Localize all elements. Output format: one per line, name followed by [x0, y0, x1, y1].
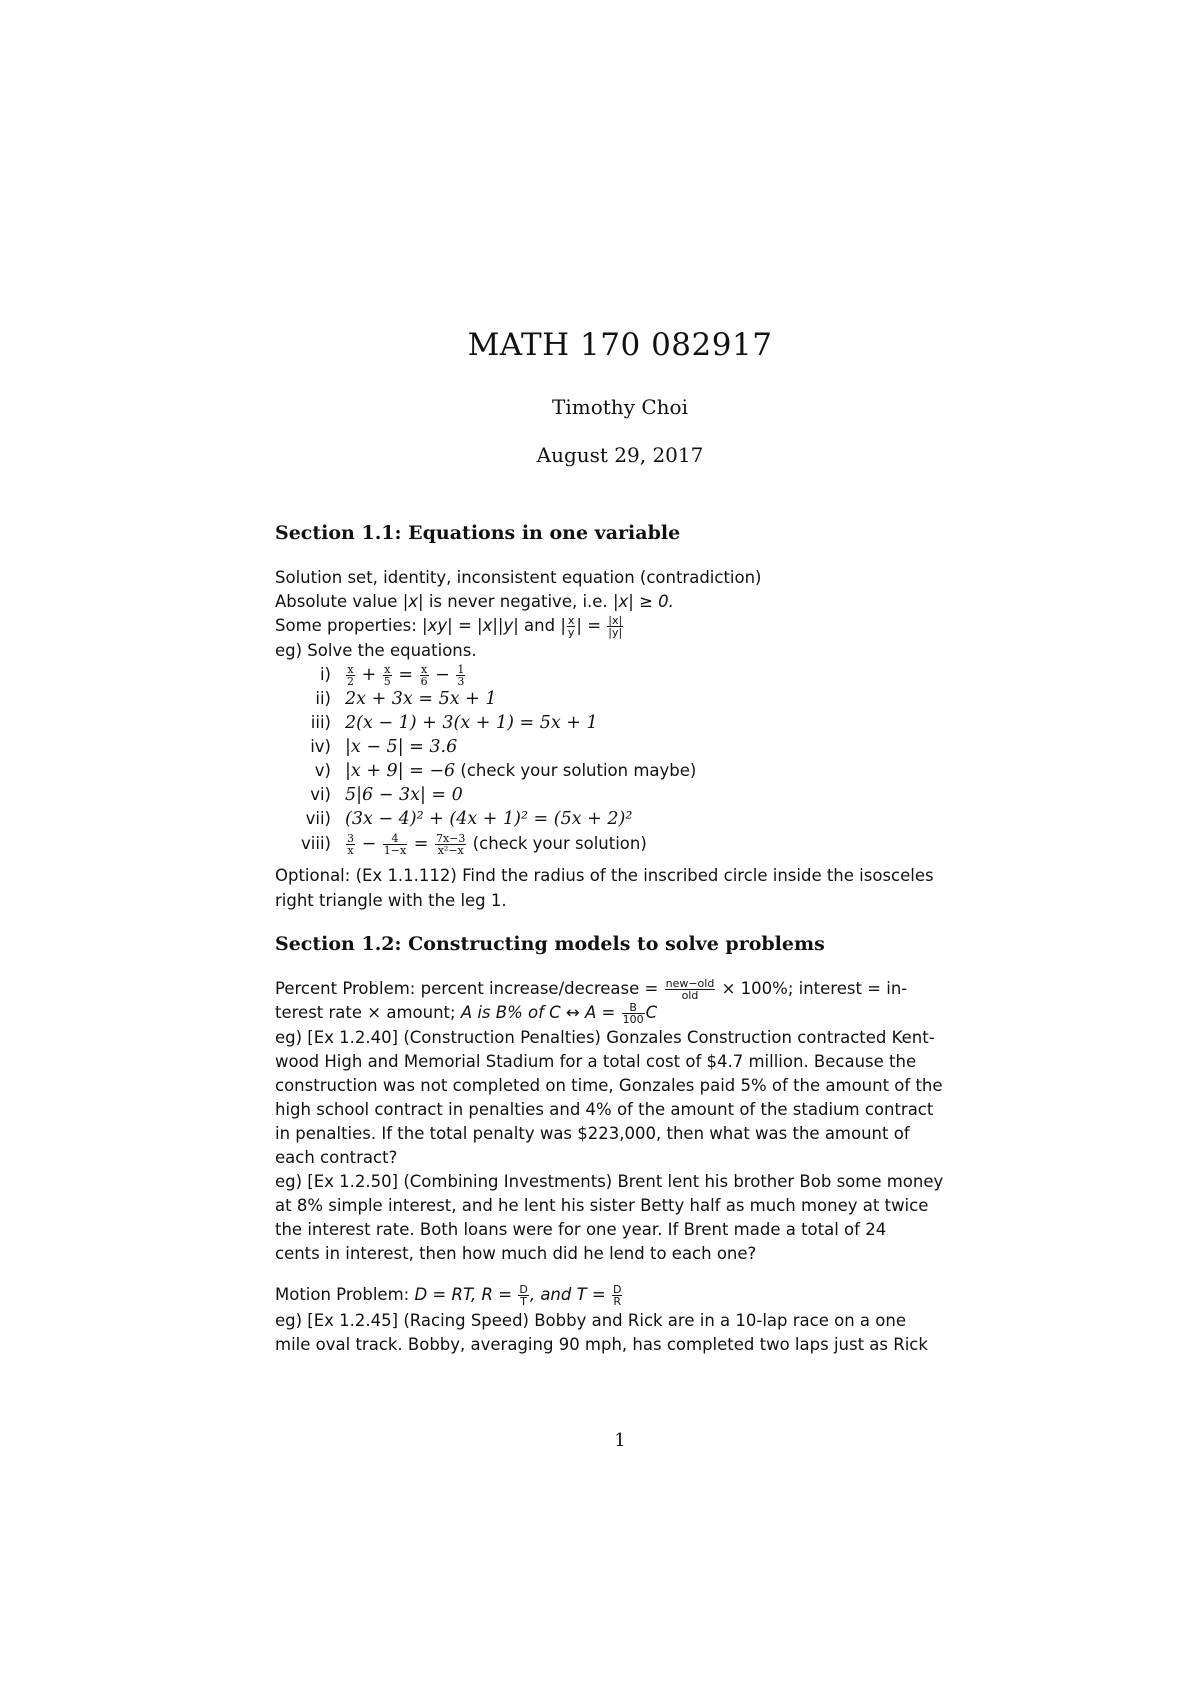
- frac-num: |x|: [608, 614, 623, 627]
- section-1-1-heading: Section 1.1: Equations in one variable: [275, 522, 681, 544]
- text: terest rate × amount;: [275, 1003, 461, 1022]
- item-equation: (3x − 4)² + (4x + 1)² = (5x + 2)²: [345, 809, 633, 829]
- item-equation: |x + 9| = −6: [345, 761, 456, 781]
- frac: [383, 833, 407, 856]
- item-equation: 2x + 3x = 5x + 1: [345, 689, 497, 709]
- text: Percent Problem: percent increase/decrease =: [275, 979, 664, 998]
- text: × 100%; interest = in-: [716, 979, 908, 998]
- frac-num: x: [384, 663, 391, 676]
- text: C: [645, 1003, 658, 1022]
- equation-item: [275, 736, 457, 758]
- s1-line-2-prefix: Absolute value: [275, 592, 403, 611]
- s2-percent-line-1: [275, 978, 907, 1001]
- s1-line-3-prefix: Some properties:: [275, 616, 423, 635]
- frac-den: 100: [622, 1013, 644, 1026]
- document-title: MATH 170 082917: [467, 327, 773, 363]
- frac-num: B: [622, 1002, 645, 1014]
- section-1-2-heading: Section 1.2: Constructing models to solve problems: [275, 933, 825, 955]
- frac: [346, 664, 355, 687]
- equation-item: [275, 664, 466, 687]
- frac-num: D: [613, 1283, 622, 1296]
- s1-line-2: [275, 591, 674, 613]
- item-note: (check your solution maybe): [455, 761, 697, 780]
- frac-den: 3: [457, 675, 465, 688]
- frac-num: x: [420, 663, 428, 676]
- frac: [346, 833, 355, 856]
- s1-optional-line-2: right triangle with the leg 1.: [275, 891, 507, 910]
- s1-optional-line-1: Optional: (Ex 1.1.112) Find the radius of the inscribed circle inside the isosceles: [275, 866, 934, 885]
- item-equation: 2(x − 1) + 3(x + 1) = 5x + 1: [345, 713, 598, 733]
- item-label: v): [314, 761, 331, 780]
- s1-fraction-x-over-y: [567, 615, 576, 638]
- s1-line-1: Solution set, identity, inconsistent equation (contradiction): [275, 568, 762, 587]
- frac: [383, 664, 392, 687]
- s2-eg3-line: eg) [Ex 1.2.45] (Racing Speed) Bobby and Rick are in a 10-lap race on a one: [275, 1311, 906, 1330]
- item-equation: [345, 663, 466, 688]
- s1-line-3: [275, 615, 624, 638]
- author: Timothy Choi: [552, 395, 688, 419]
- item-equation: 5|6 − 3x| = 0: [345, 785, 463, 805]
- op: +: [356, 665, 382, 685]
- equation-item: [275, 784, 463, 806]
- frac-den: x²−x: [437, 844, 464, 857]
- frac: [665, 978, 716, 1001]
- frac-den: |y|: [608, 626, 623, 639]
- equation-item: [275, 688, 497, 710]
- s1-line-2-mid: is never negative, i.e.: [423, 592, 613, 611]
- text: D = RT, R =: [414, 1285, 518, 1304]
- s1-line-3-eq: |xy| = |x||y|: [422, 616, 519, 635]
- s1-line-2-end: |x| ≥ 0.: [612, 592, 674, 611]
- item-note: (check your solution): [467, 834, 647, 853]
- s2-eg1-line: high school contract in penalties and 4% of the amount of the stadium contract: [275, 1100, 934, 1119]
- frac-den: 6: [420, 675, 428, 688]
- frac-num: 3: [347, 832, 354, 845]
- frac-num: D: [519, 1283, 528, 1296]
- item-label: viii): [301, 834, 331, 853]
- frac-num: 4: [383, 833, 407, 845]
- frac-den: 5: [383, 675, 391, 688]
- frac: [420, 664, 429, 687]
- s2-eg1-line: in penalties. If the total penalty was $223,000, then what was the amount of: [275, 1124, 910, 1143]
- frac-den: old: [681, 989, 699, 1002]
- frac-num: 7x−3: [436, 832, 466, 845]
- frac-num: new−old: [665, 977, 715, 990]
- s2-eg1-line: eg) [Ex 1.2.40] (Construction Penalties) Gonzales Construction contracted Kent-: [275, 1028, 935, 1047]
- op: =: [408, 834, 435, 854]
- op: −: [356, 834, 382, 854]
- op: −: [429, 665, 456, 685]
- frac: [612, 1284, 622, 1307]
- equation-item: [275, 760, 696, 782]
- s2-eg2-line: eg) [Ex 1.2.50] (Combining Investments) Brent lent his brother Bob some money: [275, 1172, 944, 1191]
- frac-den: R: [613, 1295, 622, 1308]
- page-number: 1: [614, 1430, 626, 1451]
- item-label: vii): [305, 809, 331, 828]
- s1-line-3-mid: | =: [576, 616, 607, 635]
- s1-fraction-absx-over-absy: [607, 615, 623, 638]
- item-label: iii): [310, 713, 331, 732]
- frac-num: x: [347, 663, 354, 676]
- item-label: i): [319, 665, 331, 684]
- s2-eg3-line: mile oval track. Bobby, averaging 90 mph, has completed two laps just as Rick: [275, 1335, 928, 1354]
- frac-den: y: [567, 626, 575, 639]
- frac: [435, 833, 466, 856]
- item-label: vi): [310, 785, 331, 804]
- text: Motion Problem:: [275, 1285, 415, 1304]
- op: =: [392, 665, 419, 685]
- s2-eg1-line: each contract?: [275, 1148, 398, 1167]
- frac: [456, 664, 465, 687]
- s1-line-3-and: and |: [518, 616, 566, 635]
- item-equation: |x − 5| = 3.6: [345, 737, 458, 757]
- s2-eg2-line: the interest rate. Both loans were for one year. If Brent made a total of 24: [275, 1220, 887, 1239]
- item-equation: [345, 832, 467, 857]
- item-label: ii): [315, 689, 331, 708]
- s2-motion-line: [275, 1284, 623, 1307]
- s2-eg1-line: wood High and Memorial Stadium for a total cost of $4.7 million. Because the: [275, 1052, 917, 1071]
- text: , and T =: [529, 1285, 611, 1304]
- s2-percent-line-2: [275, 1002, 657, 1025]
- frac: [518, 1284, 528, 1307]
- s1-line-2-abs: |x|: [402, 592, 424, 611]
- frac: [622, 1002, 645, 1025]
- s2-eg1-line: construction was not completed on time, Gonzales paid 5% of the amount of the: [275, 1076, 943, 1095]
- equation-item: [275, 712, 598, 734]
- equation-item: [275, 808, 632, 830]
- frac-num: x: [567, 614, 575, 627]
- item-label: iv): [310, 737, 331, 756]
- frac-den: 2: [347, 675, 354, 688]
- text: A is B% of C ↔ A =: [460, 1003, 621, 1022]
- frac-den: x: [347, 844, 354, 857]
- date: August 29, 2017: [536, 443, 704, 467]
- frac-den: 1−x: [383, 844, 407, 857]
- frac-num: 1: [457, 663, 465, 676]
- equation-item: [275, 833, 647, 856]
- s1-eg-solve: eg) Solve the equations.: [275, 641, 477, 660]
- s2-eg2-line: cents in interest, then how much did he lend to each one?: [275, 1244, 757, 1263]
- s2-eg2-line: at 8% simple interest, and he lent his sister Betty half as much money at twice: [275, 1196, 929, 1215]
- frac-den: T: [520, 1295, 527, 1308]
